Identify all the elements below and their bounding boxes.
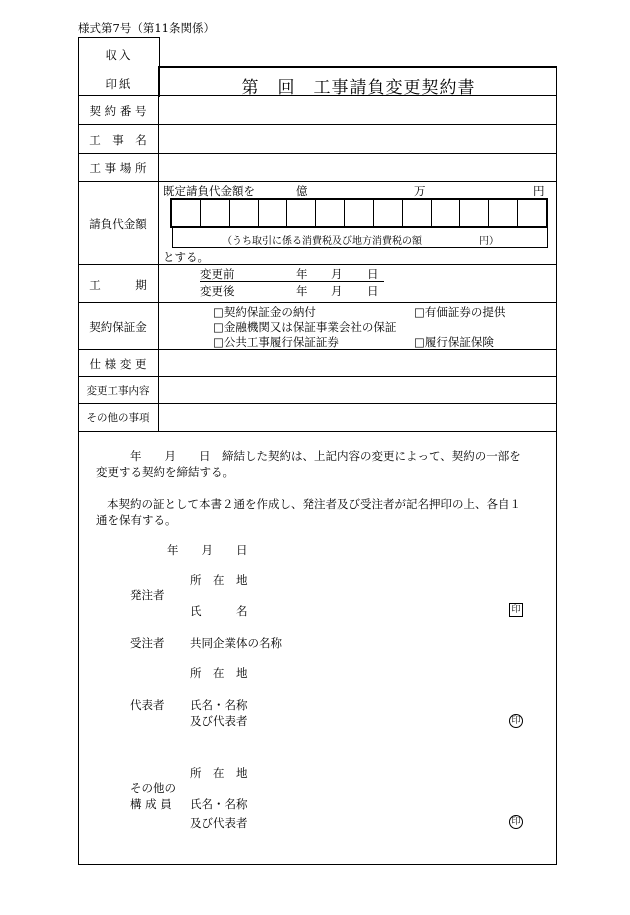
row-line [158, 95, 557, 96]
label-period: 工 期 [89, 278, 147, 292]
orderer-label: 発注者 [130, 588, 165, 602]
label-column-divider [158, 66, 159, 432]
label-change-content: 変更工事内容 [86, 385, 150, 397]
label-amount: 請負代金額 [89, 217, 147, 231]
row-line [78, 124, 557, 125]
rep-name-label: 氏名・名称 [190, 698, 248, 712]
body-paragraph-1a: 年 月 日 締結した契約は、上記内容の変更によって、契約の一部を [130, 449, 521, 463]
other-members-label-1: その他の [130, 781, 176, 795]
amount-digit-boxes[interactable] [170, 198, 548, 228]
digit-cell[interactable] [287, 200, 316, 226]
body-paragraph-1b: 変更する契約を締結する。 [96, 465, 234, 479]
rep-and-label: 及び代表者 [190, 714, 248, 728]
document-title: 第 回 工事請負変更契約書 [241, 78, 476, 98]
contractor-label: 受注者 [130, 636, 165, 650]
label-spec-change: 仕 様 変 更 [89, 357, 147, 371]
body-paragraph-2b: 通を保有する。 [96, 513, 177, 527]
body-paragraph-2a: 本契約の証として本書２通を作成し、発注者及び受注者が記名押印の上、各自１ [107, 497, 521, 511]
digit-cell[interactable] [316, 200, 345, 226]
digit-cell[interactable] [201, 200, 230, 226]
period-after-day: 日 [367, 284, 379, 298]
contractor-address-label: 所 在 地 [190, 666, 248, 680]
guarantee-option-cash[interactable]: □契約保証金の納付 [213, 305, 316, 319]
label-work-name: 工 事 名 [89, 133, 147, 147]
digit-cell[interactable] [230, 200, 259, 226]
row-line [78, 431, 557, 432]
tax-note: （うち取引に係る消費税及び地方消費税の額 [222, 236, 422, 247]
digit-cell[interactable] [518, 200, 546, 226]
row-line [78, 264, 557, 265]
guarantee-option-insurance[interactable]: □履行保証保険 [414, 335, 494, 349]
member-and-label: 及び代表者 [190, 816, 248, 830]
row-line [78, 376, 557, 377]
digit-cell[interactable] [345, 200, 374, 226]
orderer-address-label: 所 在 地 [190, 573, 248, 587]
form-number: 様式第7号（第11条関係） [78, 21, 215, 35]
row-line [78, 403, 557, 404]
contract-date: 年 月 日 [167, 543, 248, 557]
period-after-label: 変更後 [200, 284, 235, 298]
label-contract-no: 契 約 番 号 [89, 104, 147, 118]
period-before-day: 日 [367, 267, 379, 281]
digit-cell[interactable] [489, 200, 518, 226]
jv-name-label: 共同企業体の名称 [190, 636, 282, 650]
period-after-year: 年 [296, 284, 308, 298]
stamp-label-1: 収入 [105, 48, 133, 62]
digit-cell[interactable] [403, 200, 432, 226]
digit-cell[interactable] [460, 200, 489, 226]
digit-cell[interactable] [432, 200, 461, 226]
representative-label: 代表者 [130, 698, 165, 712]
label-other: その他の事項 [86, 412, 150, 424]
period-after-month: 月 [331, 284, 343, 298]
period-before-month: 月 [331, 267, 343, 281]
guarantee-option-securities[interactable]: □有価証券の提供 [414, 305, 506, 319]
title-top-line [158, 66, 557, 68]
digit-cell[interactable] [259, 200, 288, 226]
amount-unit-man: 万 [414, 184, 426, 198]
row-line [78, 153, 557, 154]
amount-unit-en: 円 [533, 184, 545, 198]
row-line [78, 181, 557, 182]
period-underline [200, 281, 384, 282]
label-work-place: 工 事 場 所 [89, 161, 147, 175]
other-members-label-2: 構 成 員 [130, 797, 172, 811]
digit-cell[interactable] [172, 200, 201, 226]
tax-unit-en: 円） [479, 236, 499, 247]
amount-unit-oku: 億 [296, 184, 308, 198]
period-before-year: 年 [296, 267, 308, 281]
orderer-seal-icon: 印 [509, 603, 523, 617]
orderer-name-label: 氏 名 [190, 604, 248, 618]
amount-prefix: 既定請負代金額を [163, 184, 255, 198]
member-seal-icon: 印 [509, 815, 523, 829]
label-guarantee: 契約保証金 [89, 320, 147, 334]
member-address-label: 所 在 地 [190, 766, 248, 780]
row-line [78, 302, 557, 303]
guarantee-option-bond[interactable]: □公共工事履行保証証券 [213, 335, 339, 349]
row-line [78, 95, 158, 96]
member-name-label: 氏名・名称 [190, 797, 248, 811]
stamp-label-2: 印紙 [105, 77, 133, 91]
representative-seal-icon: 印 [509, 714, 523, 728]
digit-cell[interactable] [374, 200, 403, 226]
amount-suffix: とする。 [163, 250, 209, 264]
period-before-label: 変更前 [200, 267, 235, 281]
guarantee-option-bank[interactable]: □金融機関又は保証事業会社の保証 [213, 320, 397, 334]
